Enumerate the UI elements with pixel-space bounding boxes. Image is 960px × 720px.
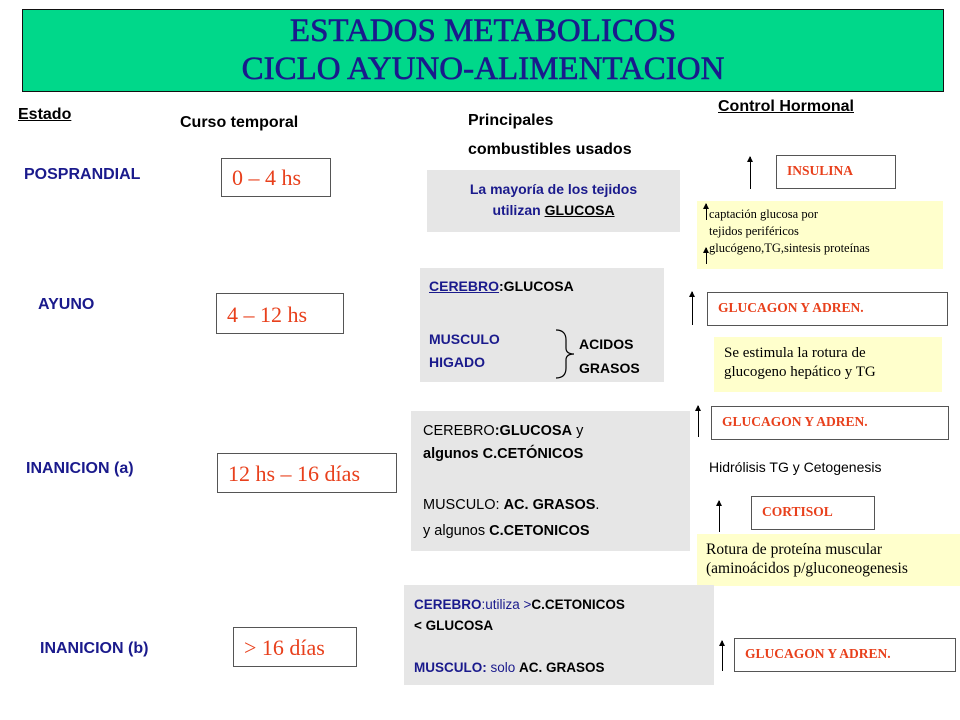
up-arrow-icon <box>706 248 707 264</box>
fuel-ayuno-cerebro-val: :GLUCOSA <box>499 278 574 294</box>
title-banner <box>22 9 944 92</box>
up-arrow-icon <box>719 501 720 532</box>
fuel-posprandial-line1: La mayoría de los tejidos <box>469 181 638 197</box>
header-combustibles-line1: Principales <box>468 112 554 129</box>
fuel-ayuno <box>420 268 664 382</box>
hormone-cortisol: CORTISOL <box>751 496 875 530</box>
state-posprandial: POSPRANDIAL <box>24 166 141 183</box>
state-inanicion-a: INANICION (a) <box>26 460 134 477</box>
brace-icon <box>552 328 578 380</box>
header-curso-temporal: Curso temporal <box>180 114 299 131</box>
fuel-ayuno-musculo: MUSCULO <box>429 331 500 347</box>
title-line-2: CICLO AYUNO-ALIMENTACION <box>241 51 725 87</box>
note-ayuno-line1: Se estimula la rotura de <box>724 345 866 361</box>
fuel-inanicion-a-musculo-line <box>423 497 599 513</box>
note-inanicion-a <box>697 534 960 586</box>
fuel-inanicion-b <box>404 585 714 685</box>
note-inanicion-a-line2: (aminoácidos p/gluconeogenesis <box>706 560 908 577</box>
fuel-inanicion-a-musculo-end: . <box>595 497 600 513</box>
note-ayuno-line2: glucogeno hepático y TG <box>724 364 876 380</box>
fuel-ayuno-higado: HIGADO <box>429 354 485 370</box>
fuel-inanicion-a-y-algunos: y algunos <box>423 523 490 539</box>
fuel-inanicion-a-cerebro-y: y <box>572 423 584 439</box>
fuel-posprandial <box>427 170 680 232</box>
state-ayuno: AYUNO <box>38 296 95 313</box>
time-inanicion-a: 12 hs – 16 días <box>217 453 397 493</box>
header-combustibles-line2: combustibles usados <box>468 141 632 158</box>
fuel-inanicion-b-glucosa: < GLUCOSA <box>414 618 494 633</box>
title-line-1: ESTADOS METABOLICOS <box>289 13 677 49</box>
fuel-ayuno-cerebro: CEREBRO <box>429 278 500 294</box>
fuel-ayuno-cerebro-line <box>429 278 574 294</box>
fuel-inanicion-b-musculo-line <box>414 660 605 675</box>
note-posprandial <box>697 201 943 269</box>
up-arrow-icon <box>698 406 699 437</box>
fuel-inanicion-a <box>411 411 690 551</box>
note-posprandial-line1: captación glucosa por <box>709 207 818 221</box>
hormone-inanicion-a-glucagon: GLUCAGON Y ADREN. <box>711 406 949 440</box>
up-arrow-icon <box>692 292 693 325</box>
fuel-inanicion-a-musculo: MUSCULO <box>423 497 496 513</box>
hormone-ayuno: GLUCAGON Y ADREN. <box>707 292 948 326</box>
up-arrow-icon <box>706 204 707 220</box>
fuel-inanicion-b-cerebro-line <box>414 597 625 612</box>
state-inanicion-b: INANICION (b) <box>40 640 149 657</box>
fuel-inanicion-a-cerebro-val: :GLUCOSA <box>494 423 573 439</box>
header-control-hormonal: Control Hormonal <box>718 98 854 115</box>
hormone-inanicion-b: GLUCAGON Y ADREN. <box>734 638 956 672</box>
fuel-inanicion-a-cetonicos: C.CETONICOS <box>489 523 590 539</box>
fuel-inanicion-b-cerebro-val: C.CETONICOS <box>531 597 625 612</box>
fuel-ayuno-acidos: ACIDOS <box>579 336 634 352</box>
fuel-posprandial-line2a: utilizan <box>492 202 545 218</box>
fuel-inanicion-b-musculo-val: AC. GRASOS <box>519 660 605 675</box>
note-posprandial-line3: glucógeno,TG,sintesis proteínas <box>709 241 870 255</box>
fuel-inanicion-a-algunos: algunos C.CETÓNICOS <box>423 446 584 462</box>
hormone-insulina: INSULINA <box>776 155 896 189</box>
up-arrow-icon <box>750 157 751 189</box>
fuel-ayuno-grasos: GRASOS <box>579 360 640 376</box>
note-ayuno <box>714 337 942 392</box>
fuel-inanicion-a-cerebro: CEREBRO <box>423 423 495 439</box>
fuel-inanicion-b-cerebro-mid: :utiliza > <box>481 597 532 612</box>
fuel-inanicion-a-musculo-val: AC. GRASOS <box>503 497 596 513</box>
fuel-inanicion-a-y-algunos-line <box>423 523 590 539</box>
time-posprandial: 0 – 4 hs <box>221 158 331 197</box>
text-hidrolisis: Hidrólisis TG y Cetogenesis <box>709 459 882 475</box>
fuel-posprandial-glucosa: GLUCOSA <box>544 202 615 218</box>
fuel-inanicion-b-solo: solo <box>486 660 520 675</box>
fuel-inanicion-b-musculo: MUSCULO: <box>414 660 487 675</box>
note-inanicion-a-line1: Rotura de proteína muscular <box>706 541 883 558</box>
header-estado: Estado <box>18 106 72 123</box>
time-ayuno: 4 – 12 hs <box>216 293 344 334</box>
fuel-inanicion-a-musculo-sep: : <box>495 497 504 513</box>
note-posprandial-line2: tejidos periféricos <box>709 224 799 238</box>
fuel-inanicion-b-cerebro: CEREBRO <box>414 597 482 612</box>
up-arrow-icon <box>722 641 723 671</box>
fuel-inanicion-a-cerebro-line <box>423 423 583 439</box>
time-inanicion-b: > 16 días <box>233 627 357 667</box>
header-combustibles <box>468 106 632 164</box>
